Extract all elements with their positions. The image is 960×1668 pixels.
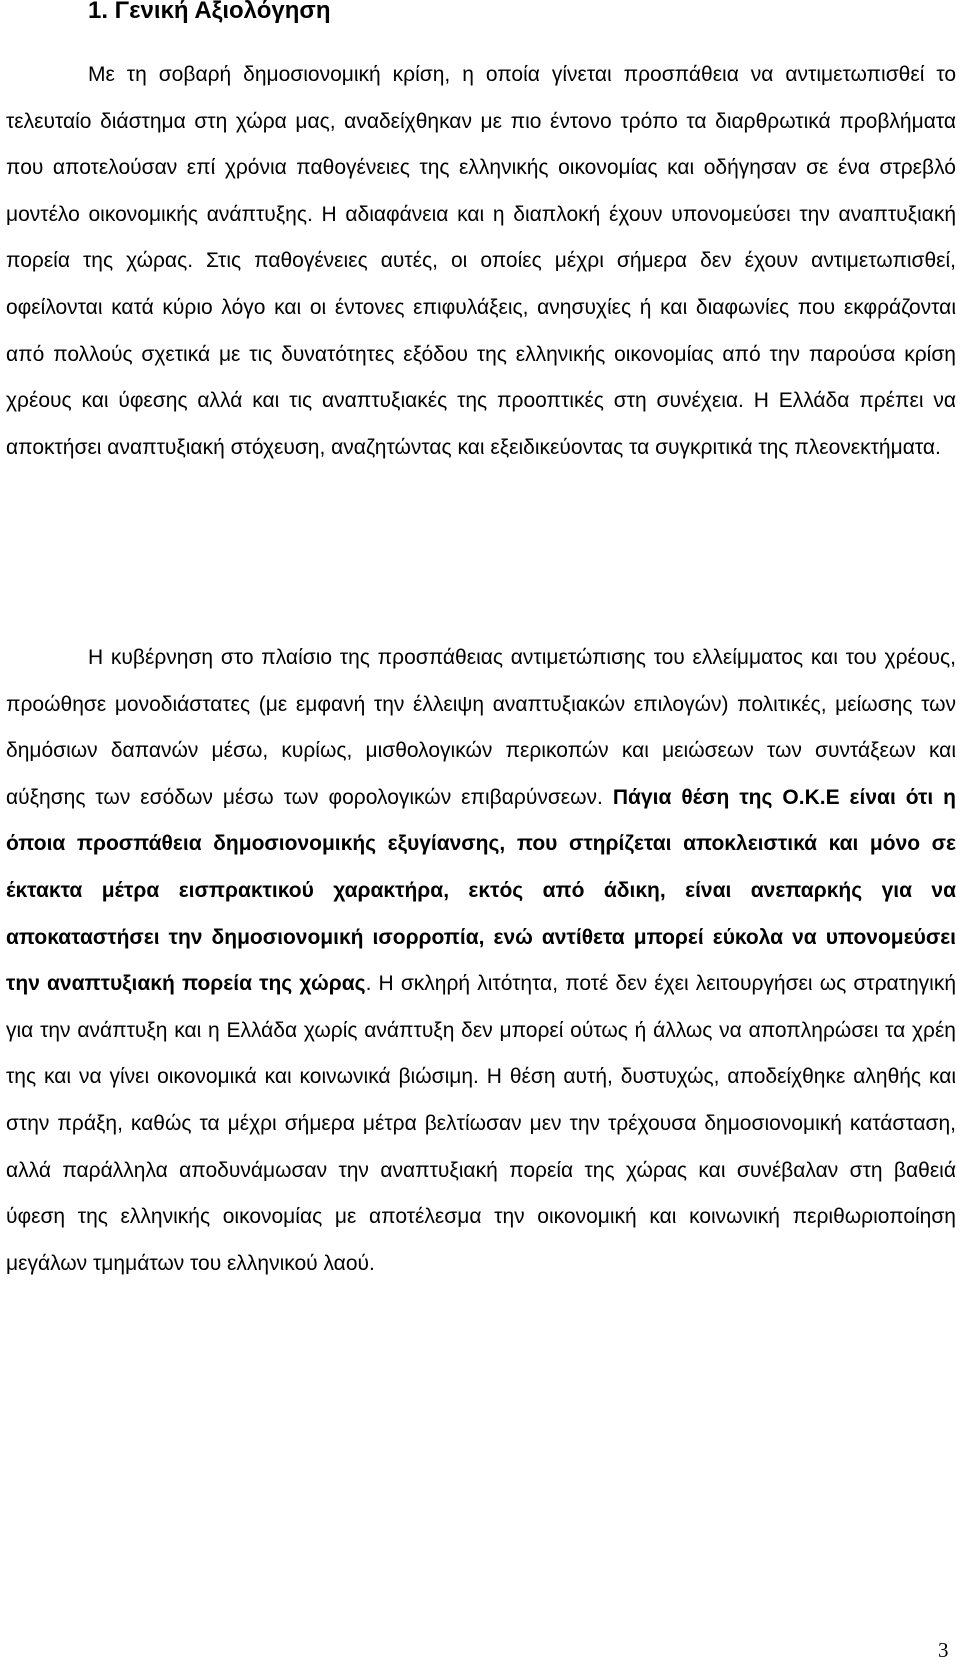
paragraph-2-bold-statement: Πάγια θέση της Ο.Κ.Ε είναι ότι η όποια προσπάθεια δημοσιονομικής εξυγίανσης, που στηρίζεται αποκλειστικά και μόνο σε έκτακτα μέτρα εισπρακτικού χαρακτήρα, εκτός από άδικη, είναι ανεπαρκής για να αποκαταστήσει την δημοσιονομική ισορροπία, ενώ αντίθετα μπορεί εύκολα να υπονομεύσει την αναπτυξιακή πορεία της χώρας: [6, 785, 956, 996]
section-heading: 1. Γενική Αξιολόγηση: [88, 0, 331, 24]
paragraph-2-rest: . Η σκληρή λιτότητα, ποτέ δεν έχει λειτουργήσει ως στρατηγική για την ανάπτυξη και η Ελλάδα χωρίς ανάπτυξη δεν μπορεί ούτως ή άλλως να αποπληρώσει τα χρέη της και να γίνει οικονομικά και κοινωνικά βιώσιμη. Η θέση αυτή, δυστυχώς, αποδείχθηκε αληθής και στην πράξη, καθώς τα μέχρι σήμερα μέτρα βελτίωσαν μεν την τρέχουσα δημοσιονομική κατάσταση, αλλά παράλληλα αποδυνάμωσαν την αναπτυξιακή πορεία της χώρας και συνέβαλαν στη βαθειά ύφεση της ελληνικής οικονομίας με αποτέλεσμα την οικονομική και κοινωνική περιθωριοποίηση μεγάλων τμημάτων του ελληνικού λαού.: [6, 972, 957, 1275]
paragraph-1: Με τη σοβαρή δημοσιονομική κρίση, η οποία γίνεται προσπάθεια να αντιμετωπισθεί το τελευταίο διάστημα στη χώρα μας, αναδείχθηκαν με πιο έντονο τρόπο τα διαρθρωτικά προβλήματα που αποτελούσαν επί χρόνια παθογένειες της ελληνικής οικονομίας και οδήγησαν σε ένα στρεβλό μοντέλο οικονομικής ανάπτυξης. Η αδιαφάνεια και η διαπλοκή έχουν υπονομεύσει την αναπτυξιακή πορεία της χώρας. Στις παθογένειες αυτές, οι οποίες μέχρι σήμερα δεν έχουν αντιμετωπισθεί, οφείλονται κατά κύριο λόγο και οι έντονες επιφυλάξεις, ανησυχίες ή και διαφωνίες που εκφράζονται από πολλούς σχετικά με τις δυνατότητες εξόδου της ελληνικής οικονομίας από την παρούσα κρίση χρέους και ύφεσης αλλά και τις αναπτυξιακές της προοπτικές στη συνέχεια. Η Ελλάδα πρέπει να αποκτήσει αναπτυξιακή στόχευση, αναζητώντας και εξειδικεύοντας τα συγκριτικά της πλεονεκτήματα.: [6, 63, 956, 459]
paragraph-2-intro: Η κυβέρνηση στο πλαίσιο της προσπάθειας αντιμετώπισης του ελλείμματος και του χρέους, προώθησε μονοδιάστατες (με εμφανή την έλλειψη αναπτυξιακών επιλογών) πολιτικές, μείωσης των δημόσιων δαπανών μέσω, κυρίως, μισθολογικών περικοπών και μειώσεων των συντάξεων και αύξησης των εσόδων μέσω των φορολογικών επιβαρύνσεων.: [6, 646, 956, 809]
page-number: 3: [938, 1638, 949, 1662]
paragraph-2: [6, 635, 956, 1287]
